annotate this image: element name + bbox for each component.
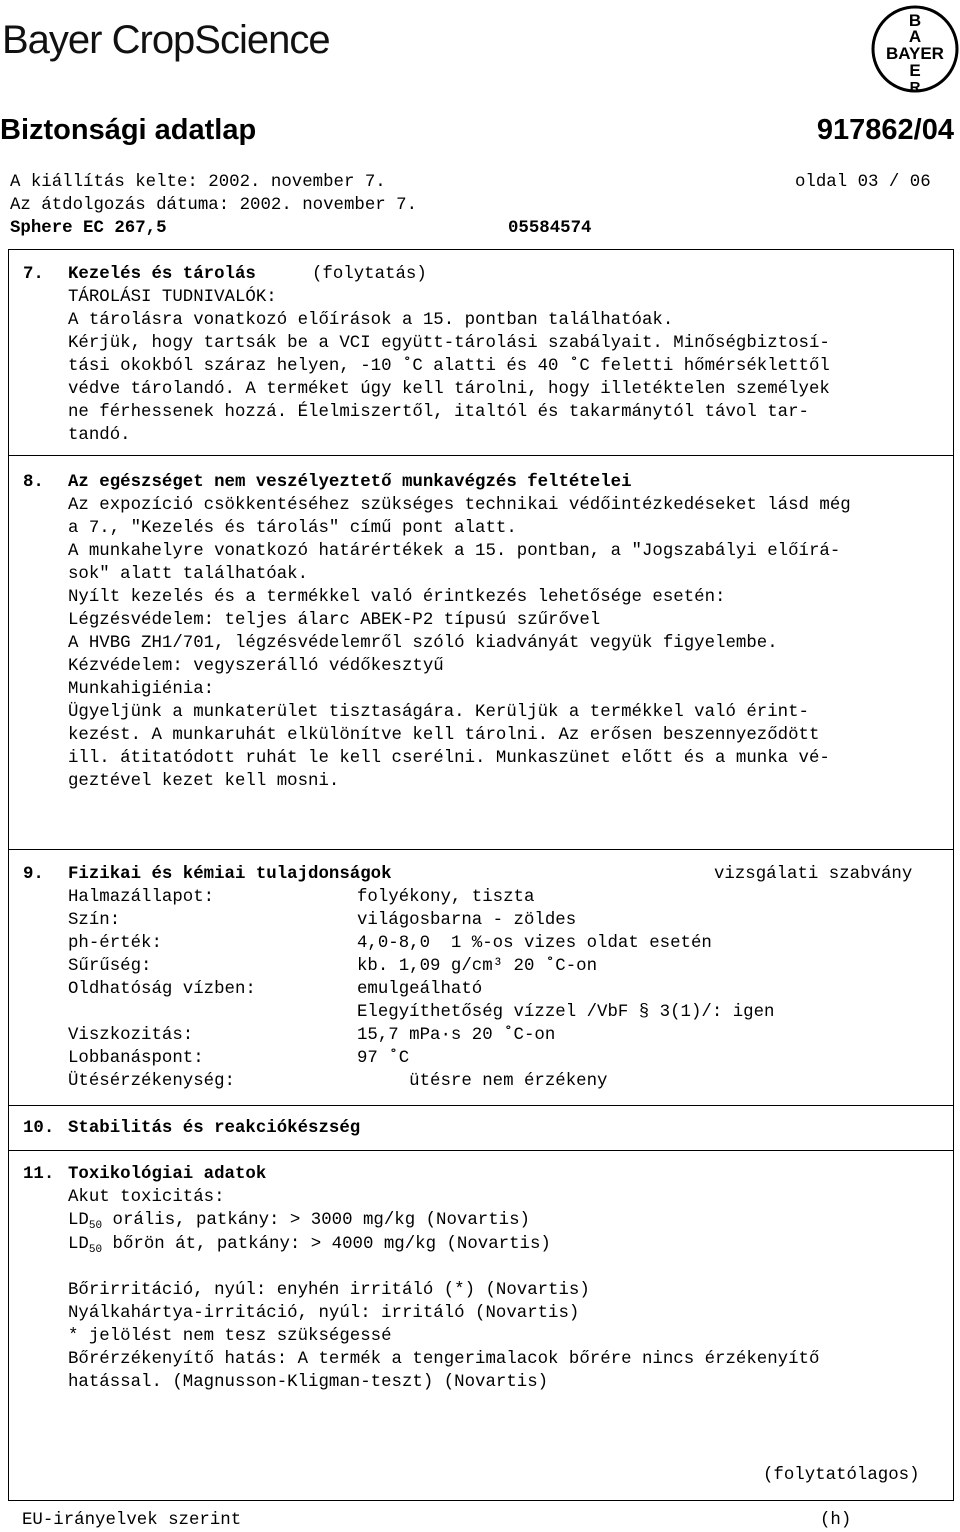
property-value: kb. 1,09 g/cm³ 20 ˚C-on <box>357 957 598 976</box>
property-value: folyékony, tiszta <box>357 888 535 907</box>
text-line: A tárolásra vonatkozó előírások a 15. pontban találhatóak. <box>68 311 674 330</box>
footer-left: EU-irányelvek szerint <box>22 1511 242 1530</box>
text-line: Nyílt kezelés és a termékkel való érintkezés lehetősége esetén: <box>68 588 726 607</box>
text-line: Bőrirritáció, nyúl: enyhén irritáló (*) (Novartis) <box>68 1281 590 1300</box>
section-divider <box>8 1105 954 1106</box>
text-line: ne férhessenek hozzá. Élelmiszertől, italtól és takarmánytól távol tar- <box>68 403 809 422</box>
section-11-number: 11. <box>23 1165 55 1184</box>
section-7-continued: (folytatás) <box>312 265 427 284</box>
property-label: Sűrűség: <box>68 957 152 976</box>
ld-value: bőrön át, patkány: > 4000 mg/kg (Novartis) <box>102 1235 551 1254</box>
property-value: 97 ˚C <box>357 1049 410 1068</box>
property-label: ph-érték: <box>68 934 162 953</box>
issue-date: A kiállítás kelte: 2002. november 7. <box>10 173 386 192</box>
section-8-number: 8. <box>23 473 44 492</box>
product-name: Sphere EC 267,5 <box>10 219 167 238</box>
property-label: Viszkozitás: <box>68 1026 194 1045</box>
section-10-number: 10. <box>23 1119 55 1138</box>
ld-label: LD <box>68 1235 89 1254</box>
property-value: emulgeálható <box>357 980 483 999</box>
document-title: Biztonsági adatlap <box>0 114 257 146</box>
svg-text:B: B <box>908 11 922 30</box>
svg-text:BAYER: BAYER <box>886 44 944 63</box>
text-line: Kérjük, hogy tartsák be a VCI együtt-tárolási szabályait. Minőségbiztosí- <box>68 334 830 353</box>
product-code: 05584574 <box>508 219 592 238</box>
page-indicator: oldal 03 / 06 <box>795 173 931 192</box>
continued-note: (folytatólagos) <box>763 1466 920 1485</box>
brand-name: Bayer CropScience <box>2 18 330 62</box>
text-line: Bőrérzékenyítő hatás: A termék a tengerimalacok bőrére nincs érzékenyítő <box>68 1350 820 1369</box>
acute-toxicity-label: Akut toxicitás: <box>68 1188 225 1207</box>
section-11-body <box>68 1279 819 1394</box>
revision-date: Az átdolgozás dátuma: 2002. november 7. <box>10 196 418 215</box>
section-7-title: Kezelés és tárolás <box>68 265 256 284</box>
section-9-number: 9. <box>23 865 44 884</box>
property-label: Szín: <box>68 911 121 930</box>
text-line: geztével kezet kell mosni. <box>68 772 340 791</box>
section-divider <box>8 1150 954 1151</box>
text-line: A munkahelyre vonatkozó határértékek a 15. pontban, a "Jogszabályi előírá- <box>68 542 841 561</box>
section-divider <box>8 849 954 850</box>
section-11-title: Toxikológiai adatok <box>68 1165 267 1184</box>
test-standard-label: vizsgálati szabvány <box>714 865 913 884</box>
svg-text:E: E <box>909 61 921 80</box>
ld-subscript: 50 <box>88 1244 103 1256</box>
text-line: Ügyeljünk a munkaterület tisztaságára. Kerüljük a termékkel való érint- <box>68 703 809 722</box>
property-value: 15,7 mPa·s 20 ˚C-on <box>357 1026 556 1045</box>
section-8-body <box>68 494 851 793</box>
text-line: hatással. (Magnusson-Kligman-teszt) (Novartis) <box>68 1373 549 1392</box>
section-7-body <box>68 286 830 447</box>
property-value: Elegyíthetőség vízzel /VbF § 3(1)/: igen <box>357 1003 775 1022</box>
text-line: a 7., "Kezelés és tárolás" című pont alatt. <box>68 519 517 538</box>
svg-text:A: A <box>908 27 922 46</box>
text-line: ill. átitatódott ruhát le kell cserélni. Munkaszünet előtt és a munka vé- <box>68 749 830 768</box>
property-label: Halmazállapot: <box>68 888 215 907</box>
svg-text:R: R <box>909 79 921 94</box>
text-line: sok" alatt találhatóak. <box>68 565 309 584</box>
footer-right: (h) <box>820 1511 852 1530</box>
property-value: világosbarna - zöldes <box>357 911 577 930</box>
property-value: 4,0-8,0 1 %-os vizes oldat esetén <box>357 934 712 953</box>
text-line: Kézvédelem: vegyszerálló védőkesztyű <box>68 657 444 676</box>
section-divider <box>8 455 954 456</box>
ld-subscript: 50 <box>88 1220 103 1232</box>
document-number: 917862/04 <box>816 114 954 146</box>
text-line: Az expozíció csökkentéséhez szükséges technikai védőintézkedéseket lásd még <box>68 496 851 515</box>
section-8-title: Az egészséget nem veszélyeztető munkavégzés feltételei <box>68 473 632 492</box>
text-line: tandó. <box>68 426 131 445</box>
section-9-title: Fizikai és kémiai tulajdonságok <box>68 865 392 884</box>
section-10-title: Stabilitás és reakciókészség <box>68 1119 361 1138</box>
text-line: Munkahigiénia: <box>68 680 215 699</box>
text-line: * jelölést nem tesz szükségessé <box>68 1327 392 1346</box>
text-line: TÁROLÁSI TUDNIVALÓK: <box>68 288 277 307</box>
ld50-dermal <box>68 1233 551 1262</box>
ld-value: orális, patkány: > 3000 mg/kg (Novartis) <box>102 1211 530 1230</box>
text-line: A HVBG ZH1/701, légzésvédelemről szóló kiadványát vegyük figyelembe. <box>68 634 778 653</box>
property-value: ütésre nem érzékeny <box>357 1072 608 1091</box>
text-line: Nyálkahártya-irritáció, nyúl: irritáló (Novartis) <box>68 1304 580 1323</box>
text-line: kezést. A munkaruhát elkülönítve kell tárolni. Az erősen beszennyeződött <box>68 726 820 745</box>
property-label: Lobbanáspont: <box>68 1049 204 1068</box>
ld-label: LD <box>68 1211 89 1230</box>
text-line: védve tárolandó. A terméket úgy kell tárolni, hogy illetéktelen személyek <box>68 380 830 399</box>
property-label: Oldhatóság vízben: <box>68 980 256 999</box>
section-7-number: 7. <box>23 265 44 284</box>
text-line: tási okokból száraz helyen, -10 ˚C alatti és 40 ˚C feletti hőmérséklettől <box>68 357 830 376</box>
property-label: Ütésérzékenység: <box>68 1072 235 1091</box>
bayer-cross-logo <box>870 4 960 94</box>
text-line: Légzésvédelem: teljes álarc ABEK-P2 típusú szűrővel <box>68 611 601 630</box>
